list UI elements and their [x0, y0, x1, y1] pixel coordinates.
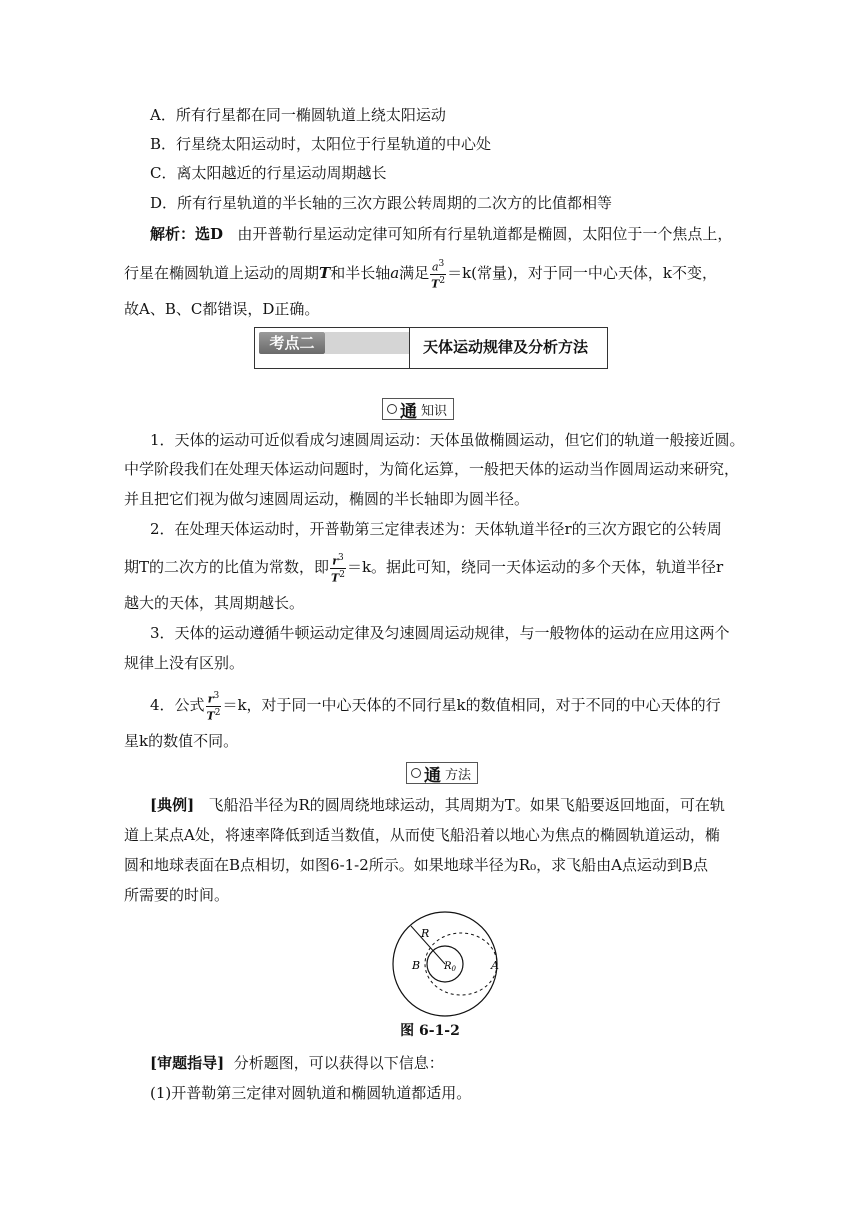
option-d: D．所有行星轨道的半长轴的三次方跟公转周期的二次方的比值都相等: [150, 194, 613, 212]
badge-big-char: 通: [424, 765, 441, 786]
knowledge-p1-l3: 并且把它们视为做匀速圆周运动，椭圆的半长轴即为圆半径。: [124, 490, 530, 508]
example-l2: 道上某点A处，将速率降低到适当数值，从而使飞船沿着以地心为焦点的椭圆轨道运动，椭: [124, 826, 720, 844]
label-R0: $R_0$: [444, 961, 456, 973]
option-c: C．离太阳越近的行星运动周期越长: [150, 164, 387, 182]
topic-title: 天体运动规律及分析方法: [423, 338, 589, 356]
symbol-a: a: [390, 264, 400, 283]
knowledge-p2-l3: 越大的天体，其周期越长。: [124, 594, 305, 612]
guide-label: [审题指导]: [150, 1054, 225, 1072]
symbol-T: T: [319, 264, 331, 283]
analysis-text-2d: ＝k(常量)，对于同一中心天体，k不变，: [447, 264, 717, 283]
knowledge-p2-l1: 2．在处理天体运动时，开普勒第三定律表述为：天体轨道半径r的三次方跟它的公转周: [150, 520, 722, 538]
badge-label: 知识: [421, 403, 448, 419]
analysis-text-2b: 和半长轴: [330, 264, 391, 283]
option-b: B．行星绕太阳运动时，太阳位于行星轨道的中心处: [150, 135, 492, 153]
fraction-a3-t2: $\frac{a^3}{T^2}$: [431, 259, 446, 291]
topic-tag-band: [325, 332, 409, 354]
fraction-r3-t2-b: $\frac{r^3}{T^2}$: [206, 691, 221, 723]
topic-divider: [409, 328, 410, 368]
section-badge-method: [406, 762, 478, 784]
circle-icon: [411, 768, 421, 778]
example-l4: 所需要的时间。: [124, 886, 230, 904]
label-B: B: [412, 959, 421, 972]
guide-text: 分析题图，可以获得以下信息：: [233, 1054, 444, 1072]
analysis-text-2c: 满足: [399, 264, 430, 283]
option-a: A．所有行星都在同一椭圆轨道上绕太阳运动: [150, 106, 446, 124]
fraction-r3-t2: $\frac{r^3}{T^2}$: [331, 553, 345, 585]
analysis-line-1: [150, 223, 732, 245]
analysis-choice: 选D: [195, 225, 224, 243]
knowledge-p4-l1a: 4．公式: [150, 696, 205, 715]
knowledge-p2-l2: [124, 552, 723, 584]
analysis-line-3: 故A、B、C都错误，D正确。: [124, 300, 320, 318]
figure-caption: 图 6-1-2: [400, 1023, 460, 1039]
knowledge-p1-l1: 1．天体的运动可近似看成匀速圆周运动：天体虽做椭圆运动，但它们的轨道一般接近圆。: [150, 431, 745, 449]
analysis-label: 解析：: [150, 225, 196, 243]
topic-tag: 考点二: [259, 332, 325, 354]
orbit-diagram: [390, 908, 510, 1018]
label-A: A: [491, 959, 499, 972]
knowledge-p3-l2: 规律上没有区别。: [124, 654, 245, 672]
badge-label: 方法: [445, 767, 472, 783]
knowledge-p4-l1: [150, 690, 721, 722]
knowledge-p1-l2: 中学阶段我们在处理天体运动问题时，为简化运算，一般把天体的运动当作圆周运动来研究，: [124, 460, 740, 478]
circle-icon: [387, 404, 397, 414]
label-R: R: [421, 927, 430, 940]
analysis-line-2: [124, 258, 717, 290]
knowledge-p4-l2: 星k的数值不同。: [124, 732, 239, 750]
topic-header-box: [254, 327, 608, 369]
knowledge-p4-l1b: ＝k，对于同一中心天体的不同行星k的数值相同，对于不同的中心天体的行: [222, 696, 721, 715]
elliptical-orbit: [425, 933, 497, 995]
badge-big-char: 通: [400, 401, 417, 422]
example-text-1: 飞船沿半径为R的圆周绕地球运动，其周期为T。如果飞船要返回地面，可在轨: [208, 796, 725, 814]
example-label: [典例]: [150, 796, 195, 814]
knowledge-p3-l1: 3．天体的运动遵循牛顿运动定律及匀速圆周运动规律，与一般物体的运动在应用这两个: [150, 624, 730, 642]
guide-line: [150, 1052, 444, 1074]
knowledge-p2-l2b: ＝k。据此可知，绕同一天体运动的多个天体，轨道半径r: [346, 558, 724, 577]
section-badge-knowledge: [382, 398, 454, 420]
analysis-text-1: 由开普勒行星运动定律可知所有行星轨道都是椭圆，太阳位于一个焦点上，: [237, 225, 733, 243]
analysis-text-2a: 行星在椭圆轨道上运动的周期: [124, 264, 320, 283]
knowledge-p2-l2a: 期T的二次方的比值为常数，即: [124, 558, 330, 577]
example-l1: [150, 794, 725, 816]
example-l3: 圆和地球表面在B点相切，如图6-1-2所示。如果地球半径为R₀，求飞船由A点运动到B点: [124, 856, 708, 874]
guide-item-1: (1)开普勒第三定律对圆轨道和椭圆轨道都适用。: [150, 1084, 472, 1102]
